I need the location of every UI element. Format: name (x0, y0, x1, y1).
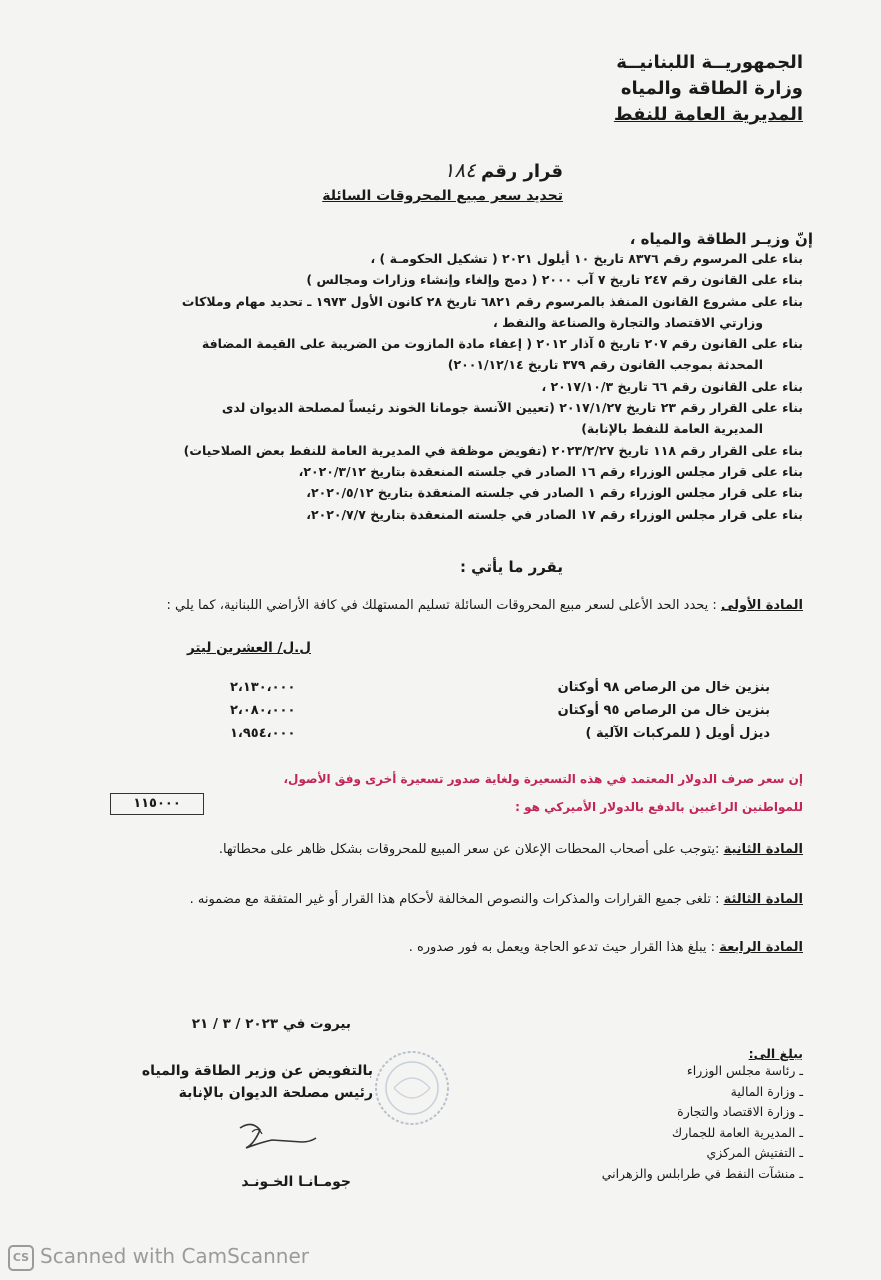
notify-item: ـ منشآت النفط في طرابلس والزهراني (601, 1165, 803, 1181)
basis-item: بناء على قرار مجلس الوزراء رقم ١٧ الصادر في جلسته المنعقدة بتاريخ ٢٠٢٠/٧/٧، (306, 506, 803, 522)
fuel-row (220, 703, 770, 726)
fuel-price: ١،٩٥٤،٠٠٠ (230, 726, 296, 741)
article-1-label: المادة الأولى (720, 598, 803, 613)
fuel-price-table (220, 680, 770, 749)
basis-item: المديرية العامة للنفط بالإنابة) (581, 421, 763, 437)
minister-line: إنّ وزيـر الطاقة والمياه ، (629, 230, 813, 248)
notify-title: يبلغ الى: (748, 1046, 803, 1061)
directorate-name: المديرية العامة للنفط (613, 104, 803, 125)
fuel-name: ديزل أويل ( للمركبات الآلية ) (585, 726, 770, 741)
fuel-price: ٢،٠٨٠،٠٠٠ (230, 703, 296, 718)
article-4-label: المادة الرابعة (719, 940, 803, 955)
signer-line2: رئيس مصلحة الديوان بالإنابة (178, 1085, 373, 1101)
basis-item: بناء على القرار رقم ١١٨ تاريخ ٢٠٢٣/٢/٢٧ (تفويض موظفة في المديرية العامة للنفط بعض الصلاحيات) (183, 442, 803, 458)
article-1-text: : يحدد الحد الأعلى لسعر مبيع المحروقات السائلة تسليم المستهلك في كافة الأراضي اللبنانية، كما يلي : (166, 598, 717, 613)
article-2 (83, 842, 803, 857)
notify-item: ـ رئاسة مجلس الوزراء (686, 1063, 803, 1078)
fuel-row (220, 680, 770, 703)
fuel-price: ٢،١٣٠،٠٠٠ (230, 680, 296, 695)
place: بيروت في (282, 1016, 351, 1032)
fuel-name: بنزين خال من الرصاص ٩٥ أوكتان (557, 703, 770, 718)
basis-item: بناء على القرار رقم ٢٣ تاريخ ٢٠١٧/١/٢٧ (تعيين الآنسة جومانا الخوند رئيساً لمصلحة الديوان لدى (221, 400, 803, 416)
basis-list (83, 248, 803, 525)
notify-item: ـ وزارة المالية (730, 1083, 803, 1099)
article-3-label: المادة الثالثة (723, 892, 803, 907)
stamp-icon (372, 1048, 452, 1132)
article-3 (83, 892, 803, 907)
fuel-name: بنزين خال من الرصاص ٩٨ أوكتان (557, 680, 770, 695)
decision-number: ١٨٤ (443, 158, 476, 182)
place-date (171, 1016, 351, 1032)
basis-item: بناء على قرار مجلس الوزراء رقم ١ الصادر في جلسته المنعقدة بتاريخ ٢٠٢٠/٥/١٢، (306, 485, 803, 501)
basis-item: بناء على قرار مجلس الوزراء رقم ١٦ الصادر في جلسته المنعقدة بتاريخ ٢٠٢٠/٣/١٢، (298, 463, 803, 479)
basis-item: بناء على مشروع القانون المنفذ بالمرسوم رقم ٦٨٢١ تاريخ ٢٨ كانون الأول ١٩٧٣ ـ تحديد مهام وملاكات (181, 293, 803, 309)
signer-name: جومـانـا الخـونـد (241, 1174, 351, 1190)
decides-heading: يقرر ما يأتي : (459, 558, 563, 576)
article-3-text: : تلغى جميع القرارات والمذكرات والنصوص المخالفة لأحكام هذا القرار أو غير المتفقة مع مضمونه . (189, 892, 720, 907)
notify-item: ـ المديرية العامة للجمارك (671, 1124, 803, 1140)
dollar-rate-note-line2: للمواطنين الراغبين بالدفع بالدولار الأميركي هو : (515, 800, 803, 814)
camscanner-logo-icon: CS (8, 1245, 34, 1271)
signer-line1: بالتفويض عن وزير الطاقة والمياه (141, 1063, 373, 1079)
fuel-row (220, 726, 770, 749)
dollar-rate-note-line1: إن سعر صرف الدولار المعتمد في هذه التسعيرة ولغاية صدور تسعيرة أخرى وفق الأصول، (283, 772, 803, 786)
article-2-text: :يتوجب على أصحاب المحطات الإعلان عن سعر المبيع للمحروقات بشكل ظاهر على محطاتها. (218, 842, 720, 857)
price-unit: ل.ل/ العشرين ليتر (186, 640, 311, 656)
republic-name: الجمهوريــة اللبنانيــة (616, 52, 803, 73)
decision-heading (263, 158, 563, 182)
article-2-label: المادة الثانية (723, 842, 803, 857)
decision-subject: تحديد سعر مبيع المحروقات السائلة (322, 188, 563, 204)
scanner-text: Scanned with CamScanner (40, 1244, 309, 1268)
signer-block (133, 1060, 373, 1104)
signature-icon (232, 1118, 322, 1162)
basis-item: بناء على القانون رقم ٢٠٧ تاريخ ٥ آذار ٢٠١٢ ( إعفاء مادة المازوت من الضريبة على القيمة المضافة (201, 336, 803, 352)
notify-block (583, 1046, 803, 1184)
notify-list (583, 1061, 803, 1184)
article-1 (83, 598, 803, 613)
ministry-name: وزارة الطاقة والمياه (620, 78, 803, 99)
notify-item: ـ وزارة الاقتصاد والتجارة (677, 1104, 803, 1119)
notify-item: ـ التفتيش المركزي (706, 1145, 803, 1160)
basis-item: وزارتي الاقتصاد والتجارة والصناعة والنفط ، (493, 314, 763, 330)
scanner-watermark (8, 1244, 309, 1271)
article-4-text: : يبلغ هذا القرار حيث تدعو الحاجة ويعمل به فور صدوره . (408, 940, 716, 955)
decision-title: قرار رقم (480, 161, 563, 182)
date: ٢٠٢٣ / ٣ / ٢١ (191, 1016, 279, 1032)
letterhead (443, 50, 803, 128)
article-4 (83, 940, 803, 955)
dollar-rate-box: ١١٥٠٠٠ (110, 793, 204, 815)
basis-item: بناء على المرسوم رقم ٨٣٧٦ تاريخ ١٠ أيلول ٢٠٢١ ( تشكيل الحكومـة ) ، (370, 251, 803, 266)
basis-item: المحدثة بموجب القانون رقم ٣٧٩ تاريخ ٢٠٠١/١٢/١٤) (447, 357, 763, 373)
basis-item: بناء على القانون رقم ٦٦ تاريخ ٢٠١٧/١٠/٣ ، (541, 378, 803, 394)
basis-item: بناء على القانون رقم ٢٤٧ تاريخ ٧ آب ٢٠٠٠ ( دمج وإلغاء وإنشاء وزارات ومجالس ) (306, 272, 803, 288)
